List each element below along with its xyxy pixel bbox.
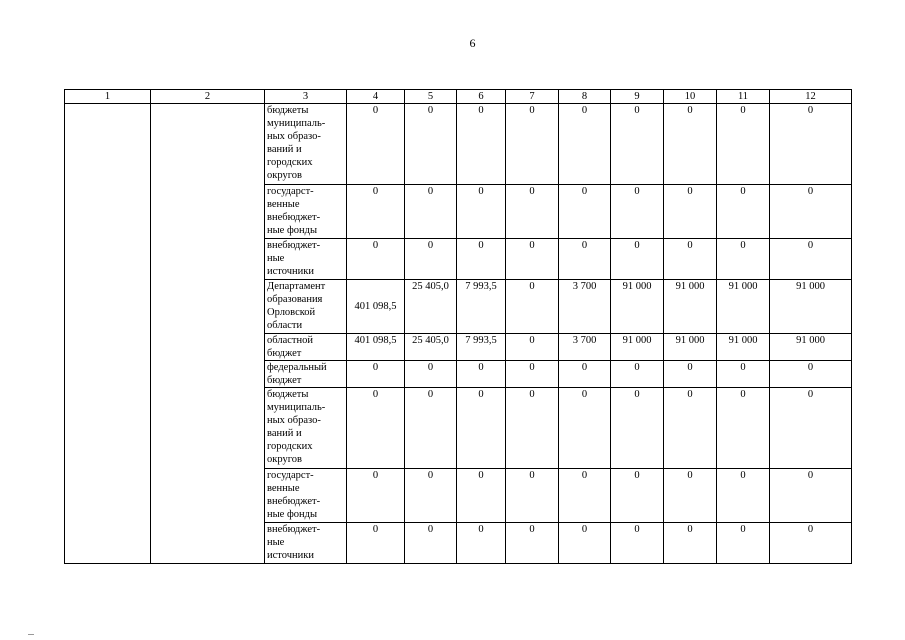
- value-cell: 0: [770, 185, 852, 239]
- column-header: 10: [664, 90, 717, 104]
- value-cell: 0: [457, 104, 506, 185]
- value-cell: 91 000: [770, 334, 852, 361]
- value-cell: 0: [506, 388, 559, 469]
- value-cell: 91 000: [717, 280, 770, 334]
- value-cell: 0: [506, 361, 559, 388]
- value-cell: 7 993,5: [457, 334, 506, 361]
- funding-source-label: Департамент образования Орловской области: [265, 280, 347, 334]
- value-cell: 0: [664, 239, 717, 280]
- funding-table: [64, 89, 852, 564]
- value-cell: 0: [559, 469, 611, 523]
- value-cell: 0: [405, 239, 457, 280]
- column-header: 2: [151, 90, 265, 104]
- value-cell: 0: [347, 523, 405, 564]
- blank-cell-col2: [151, 104, 265, 564]
- column-header: 12: [770, 90, 852, 104]
- value-cell: 0: [457, 523, 506, 564]
- blank-cell-col1: [65, 104, 151, 564]
- value-cell: 0: [347, 361, 405, 388]
- value-cell: 0: [664, 104, 717, 185]
- value-cell: 0: [664, 185, 717, 239]
- value-cell: 0: [457, 388, 506, 469]
- value-cell: 0: [506, 185, 559, 239]
- value-cell: 0: [405, 185, 457, 239]
- value-cell: 0: [559, 523, 611, 564]
- value-cell: 91 000: [664, 334, 717, 361]
- value-cell: 7 993,5: [457, 280, 506, 334]
- value-cell: 0: [664, 361, 717, 388]
- value-cell: 0: [405, 388, 457, 469]
- value-cell: 0: [559, 239, 611, 280]
- value-cell: 0: [457, 239, 506, 280]
- column-header: 6: [457, 90, 506, 104]
- value-cell: 401 098,5: [347, 280, 405, 334]
- value-cell: 0: [405, 361, 457, 388]
- value-cell: 0: [506, 334, 559, 361]
- value-cell: 0: [717, 104, 770, 185]
- value-cell: 0: [506, 469, 559, 523]
- value-cell: 0: [770, 469, 852, 523]
- value-cell: 0: [405, 469, 457, 523]
- value-cell: 0: [506, 239, 559, 280]
- column-header: 11: [717, 90, 770, 104]
- value-cell: 0: [717, 388, 770, 469]
- scan-mark: [28, 634, 34, 635]
- page-number: 6: [469, 36, 476, 50]
- value-cell: 0: [347, 104, 405, 185]
- funding-source-label: бюджеты муниципаль- ных образо- ваний и городских округов: [265, 388, 347, 469]
- value-cell: 0: [559, 388, 611, 469]
- value-cell: 0: [559, 361, 611, 388]
- value-cell: 0: [347, 388, 405, 469]
- funding-source-label: государст- венные внебюджет- ные фонды: [265, 469, 347, 523]
- value-cell: 91 000: [770, 280, 852, 334]
- value-cell: 0: [611, 523, 664, 564]
- value-cell: 3 700: [559, 280, 611, 334]
- value-cell: 0: [717, 361, 770, 388]
- value-cell: 0: [664, 469, 717, 523]
- column-header: 5: [405, 90, 457, 104]
- value-cell: 0: [770, 104, 852, 185]
- value-cell: 0: [559, 185, 611, 239]
- value-cell: 25 405,0: [405, 334, 457, 361]
- funding-source-label: государст- венные внебюджет- ные фонды: [265, 185, 347, 239]
- column-header: 4: [347, 90, 405, 104]
- value-cell: 0: [717, 239, 770, 280]
- value-cell: 0: [457, 469, 506, 523]
- value-cell: 0: [770, 239, 852, 280]
- column-header: 1: [65, 90, 151, 104]
- value-cell: 0: [405, 104, 457, 185]
- value-cell: 0: [559, 104, 611, 185]
- value-cell: 0: [347, 239, 405, 280]
- funding-source-label: бюджеты муниципаль- ных образо- ваний и городских округов: [265, 104, 347, 185]
- value-cell: 401 098,5: [347, 334, 405, 361]
- header-row: [65, 90, 852, 104]
- value-cell: 0: [664, 523, 717, 564]
- value-cell: 0: [770, 523, 852, 564]
- value-cell: 0: [506, 280, 559, 334]
- funding-source-label: внебюджет- ные источники: [265, 239, 347, 280]
- value-cell: 0: [770, 361, 852, 388]
- value-cell: 0: [611, 239, 664, 280]
- value-cell: 0: [457, 185, 506, 239]
- value-cell: 0: [405, 523, 457, 564]
- table-row: [65, 104, 852, 185]
- value-cell: 91 000: [611, 280, 664, 334]
- value-cell: 0: [611, 104, 664, 185]
- funding-source-label: областной бюджет: [265, 334, 347, 361]
- value-cell: 0: [457, 361, 506, 388]
- value-cell: 0: [611, 361, 664, 388]
- value-cell: 0: [611, 388, 664, 469]
- value-cell: 91 000: [664, 280, 717, 334]
- value-cell: 0: [611, 185, 664, 239]
- value-cell: 91 000: [717, 334, 770, 361]
- value-cell: 0: [770, 388, 852, 469]
- column-header: 3: [265, 90, 347, 104]
- value-cell: 0: [506, 523, 559, 564]
- value-cell: 0: [347, 469, 405, 523]
- value-cell: 0: [347, 185, 405, 239]
- value-cell: 0: [506, 104, 559, 185]
- value-cell: 91 000: [611, 334, 664, 361]
- column-header: 9: [611, 90, 664, 104]
- column-header: 8: [559, 90, 611, 104]
- funding-source-label: внебюджет- ные источники: [265, 523, 347, 564]
- value-cell: 0: [664, 388, 717, 469]
- column-header: 7: [506, 90, 559, 104]
- value-cell: 0: [717, 469, 770, 523]
- value-cell: 0: [611, 469, 664, 523]
- table-body: [65, 104, 852, 564]
- value-cell: 3 700: [559, 334, 611, 361]
- value-cell: 0: [717, 523, 770, 564]
- funding-source-label: федеральный бюджет: [265, 361, 347, 388]
- value-cell: 0: [717, 185, 770, 239]
- value-cell: 25 405,0: [405, 280, 457, 334]
